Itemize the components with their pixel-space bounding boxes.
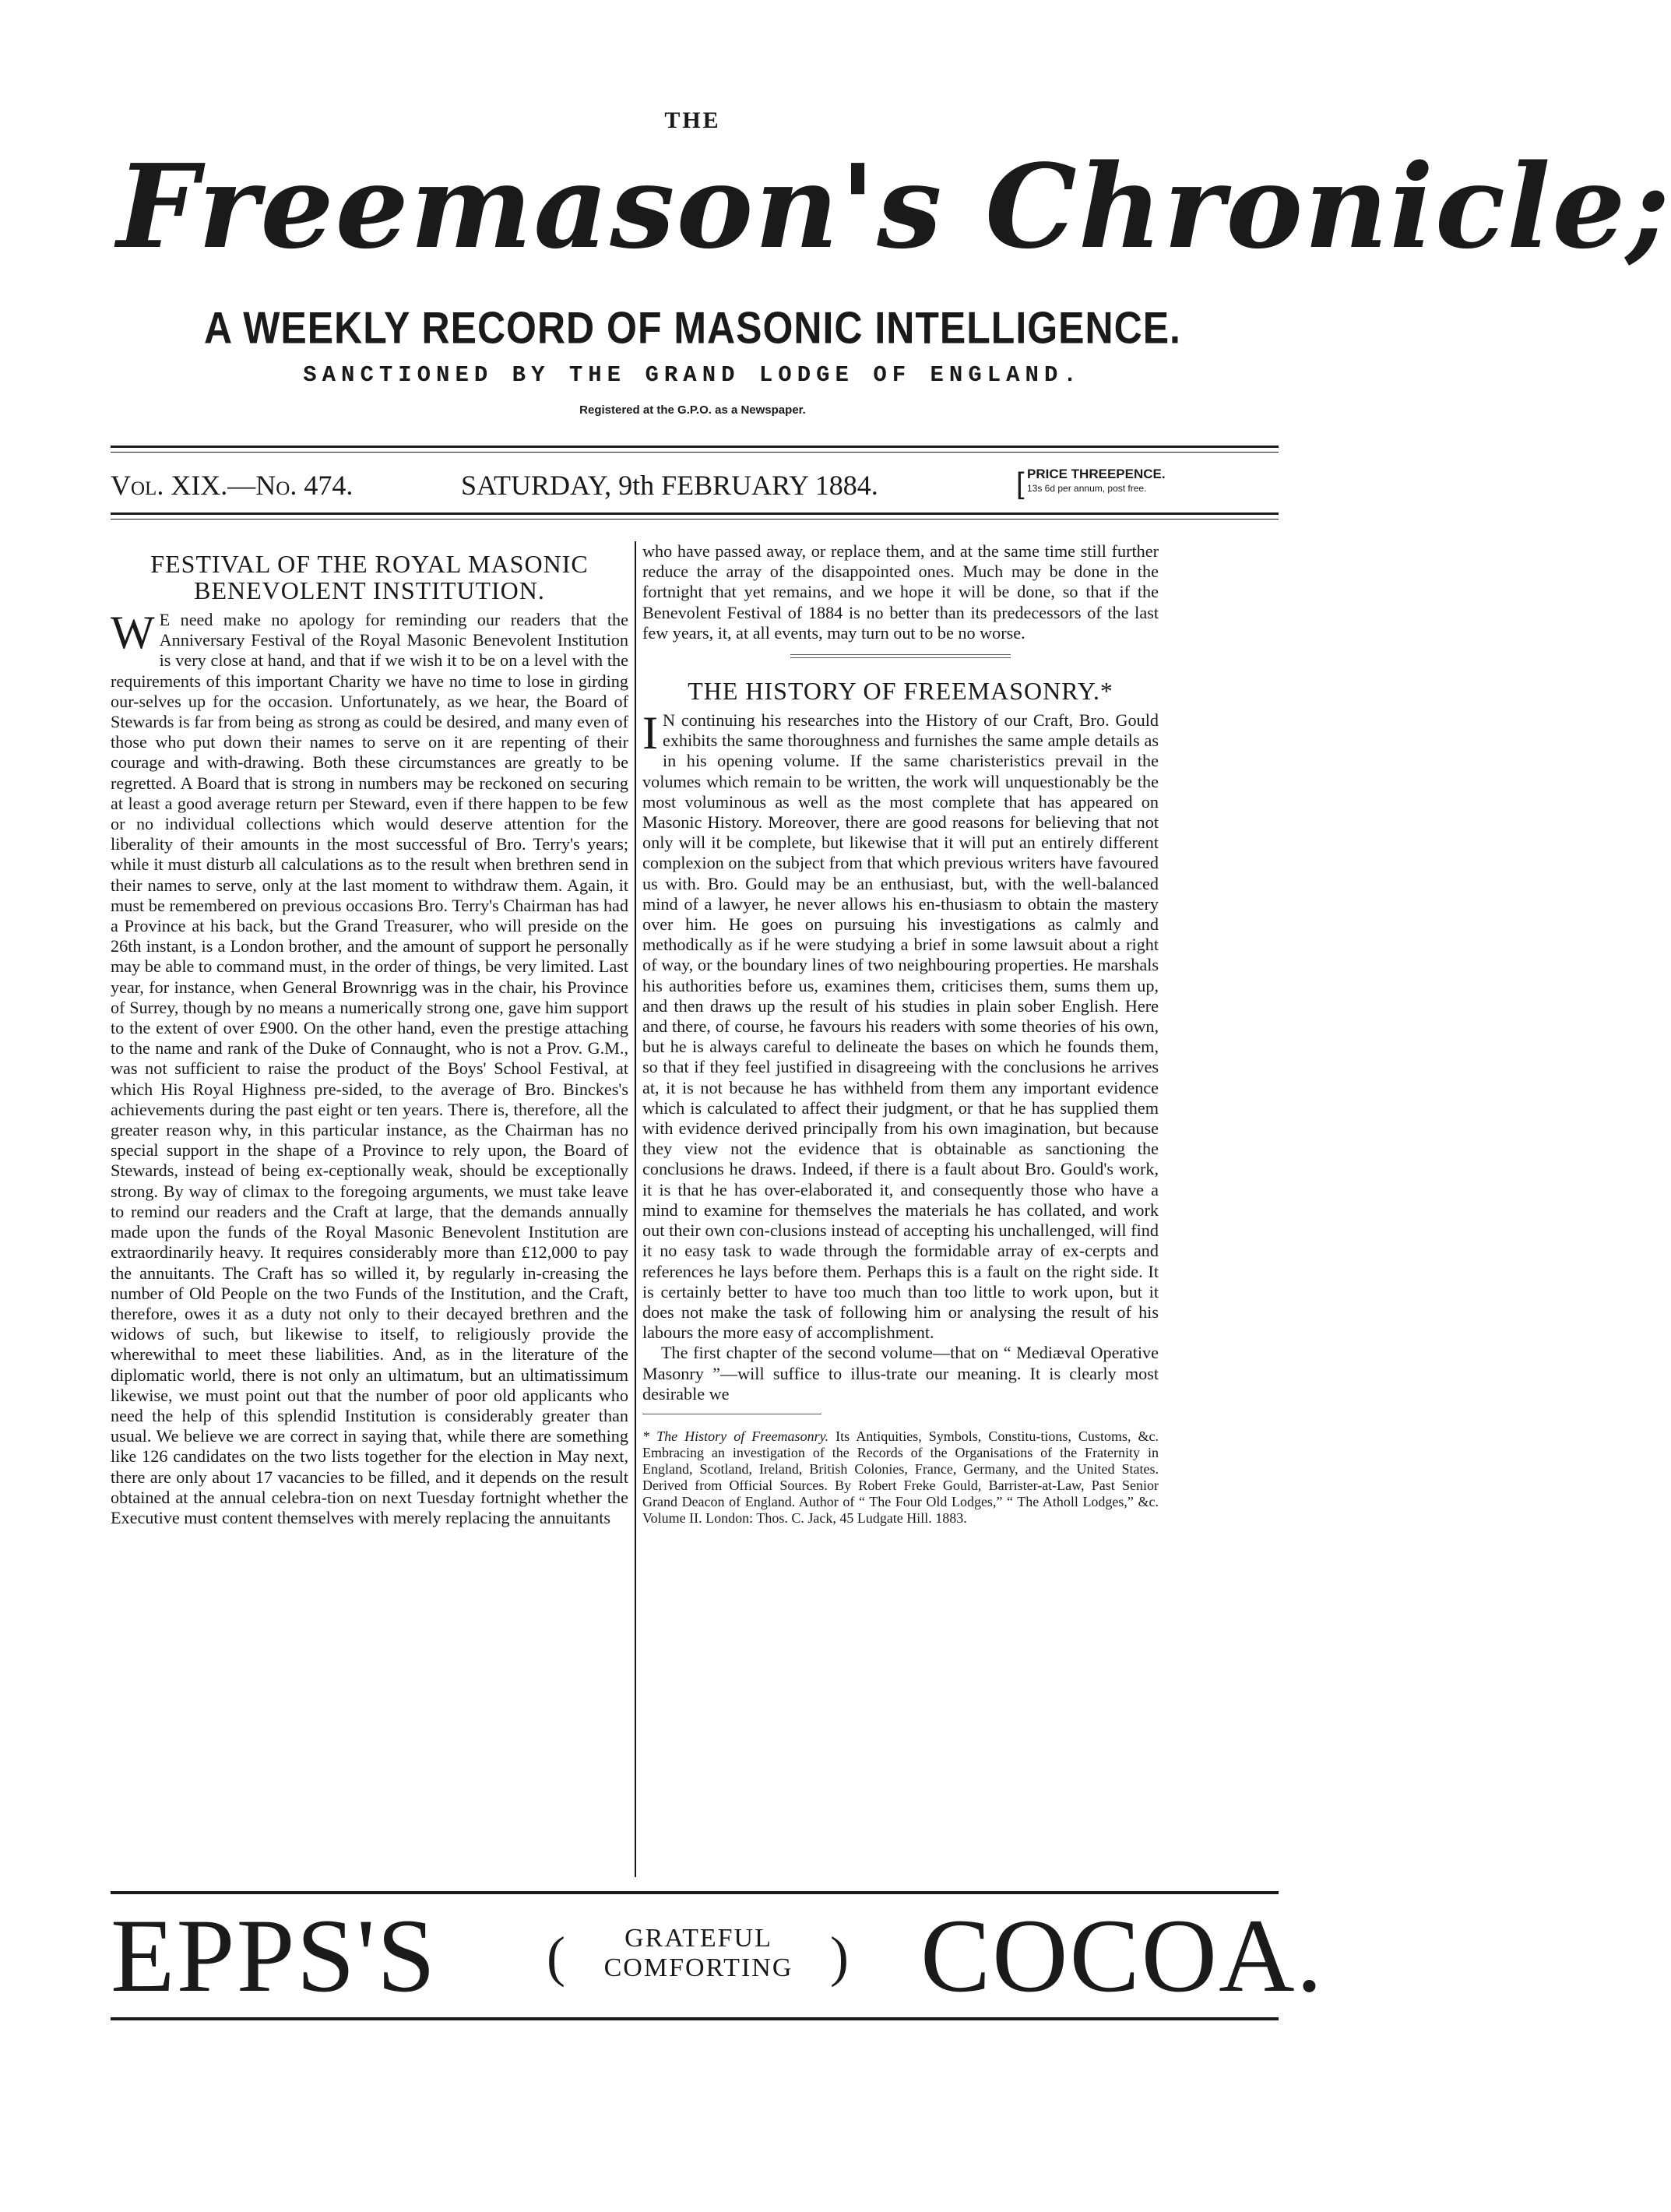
price-subscription: 13s 6d per annum, post free. [1027, 483, 1147, 494]
advert-slogan [547, 1924, 850, 1988]
masthead-registered: Registered at the G.P.O. as a Newspaper. [579, 403, 806, 417]
advert-paren-left-icon: ( [547, 1925, 567, 1988]
footnote-text: Its Antiquities, Symbols, Constitu-tions, Customs, &c. Embracing an investigation of the Records of the Organisations of the Fraternity in England, Scotland, Ireland, British Colonies, France, Germany, and the United States. Derived from Official Sources. By Robert Freke Gould, Barrister-at-Law, Past Senior Grand Deacon of England. Author of “ The Four Old Lodges,” “ The Atholl Lodges,” &c. Volume II. London: Thos. C. Jack, 45 Ludgate Hill. 1883. [642, 1428, 1159, 1526]
column-left [111, 541, 628, 1528]
column-right [642, 541, 1159, 1541]
history-heading: THE HISTORY OF FREEMASONRY.* [688, 677, 1113, 706]
festival-dropcap: W [111, 607, 155, 658]
price-box [1016, 467, 1166, 500]
advert-rule-bottom [111, 2017, 1279, 2020]
separator-line-2 [790, 657, 1011, 658]
festival-paragraph-1 [111, 607, 628, 1528]
history-paragraph-1-text: N continuing his researches into the History of our Craft, Bro. Gould exhibits the same thoroughness and furnishes the same ample details as in his opening volume. If the same charisteristics prevail in the volumes which remain to be written, the work will unquestionably be the most voluminous as well as the most complete that has appeared on Masonic History. Moreover, there are good reasons for believing that not only will it be complete, but likewise that it will put an entirely different complexion on the subject from that which previous writers have favoured us with. Bro. Gould may be an enthusiast, but, with the well-balanced mind of a lawyer, he never allows his en-thusiasm to obtain the mastery over him. He goes on pursuing his investigations as calmly and methodically as if he were studying a brief in some lawsuit about a right of way, or the boundary lines of two neighbouring properties. He marshals his authorities before us, examines them, criticises them, sums them up, and then draws up the result of his studies in plain sober English. Here and there, of course, he favours his readers with some theories of his own, but he is always careful to delineate the bases on which he founds them, so that if they feel justified in disagreeing with the conclusions he arrives at, it is not because he has withheld from them any important evidence which is calculated to affect their judgment, or that he has supplied them with evidence derived principally from his own imagination, but because they view not the evidence that is obtainable as sanctioning the conclusions he draws. Indeed, if there is a fault about Bro. Gould's work, it is that he has over-elaborated it, and consequently those who have a mind to examine for themselves the materials he has collated, and work out their own con-clusions instead of accepting his unchallenged, will find it no easy task to wade through the formidable array of ex-cerpts and references he lays before them. Perhaps this is a fault on the right side. It is certainly better to have too much than too little to work upon, but it does not make the task of following him or analysing the result of his labours the more easy of accomplishment. [642, 710, 1159, 1343]
issue-rule-bottom-thin [111, 519, 1279, 520]
price: PRICE THREEPENCE. [1027, 467, 1166, 481]
cocoa-advert [111, 1898, 1324, 2014]
festival-paragraph-1-text: E need make no apology for reminding our readers that the Anniversary Festival of the Royal Masonic Benevolent Institution is very close at hand, and that if we wish it to be on a level with the requirements of this important Charity we have no time to lose in girding our-selves up for the occasion. Unfortunately, as we hear, the Board of Stewards is far from being as strong as could be desired, and many even of those who put down their names to serve on it are repenting of their courage and with-drawing. Both these circumstances are greatly to be regretted. A Board that is strong in numbers may be reckoned on securing at least a good average return per Steward, even if there happen to be few or no individual collections which would deserve attention for the liberality of their amounts in the most successful of Bro. Terry's years; while it must disturb all calculations as to the result when brethren send in their names to serve, only at the last moment to withdraw them. Again, it must be remembered on previous occasions Bro. Terry's Chairman has had a Province at his back, but the Grand Treasurer, who will preside on the 26th instant, is a London brother, and the amount of support he personally may be able to command must, in the order of things, be very limited. Last year, for instance, when General Brownrigg was in the chair, his Province of Surrey, though by no means a numerically strong one, gave him support to the extent of over £900. On the other hand, even the prestige attaching to the name and rank of the Duke of Connaught, who is not a Prov. G.M., was not sufficient to raise the product of the Boys' School Festival, at which His Royal Highness pre-sided, to the average of Bro. Binckes's achievements during the past eight or ten years. There is, therefore, all the greater reason why, in this particular instance, as the Chairman has no special support in the shape of a Province to rely upon, the Board of Stewards, instead of being ex-ceptionally weak, should be exceptionally strong. By way of climax to the foregoing arguments, we must take leave to remind our readers and the Craft at large, that the demands annually made upon the funds of the Royal Masonic Benevolent Institution are extraordinarily heavy. It requires considerably more than £12,000 to pay the annuitants. The Craft has so willed it, by regularly in-creasing the number of Old People on the two Funds of the Institution, and the Craft, therefore, owes it as a duty not only to their decayed brethren and the widows of such, but likewise to itself, to religiously provide the wherewithal to meet these liabilities. And, as in the literature of the diplomatic world, there is not only an ultimatum, but an ultimatissimum likewise, we must point out that the number of poor old applicants who need the help of this splendid Institution is considerably greater than usual. We believe we are correct in saying that, while there are something like 126 candidates on the two lists together for the election in May next, there are only about 17 vacancies to be filled, and it depends on the result obtained at the annual celebra-tion on next Tuesday fortnight whether the Executive must content themselves with merely replacing the annuitants [111, 610, 628, 1527]
advert-paren-right-icon: ) [830, 1925, 850, 1988]
history-paragraph-1 [642, 707, 1159, 1343]
masthead-title: Freemason's Chronicle; [117, 139, 1671, 274]
advert-slogan-bottom: COMFORTING [603, 1953, 793, 1982]
masthead-the: THE [664, 107, 721, 133]
advert-slogan-top: GRATEFUL [624, 1924, 772, 1953]
festival-heading: FESTIVAL OF THE ROYAL MASONIC BENEVOLENT INSTITUTION. [150, 550, 589, 604]
price-bracket-icon: [ [1016, 467, 1025, 500]
advert-product: COCOA. [920, 1898, 1324, 2014]
masthead-rule-top [111, 446, 1279, 448]
column-divider [635, 541, 636, 1877]
issue-rule-bottom [111, 512, 1279, 515]
history-footnote [642, 1428, 1159, 1527]
section-separator [642, 643, 1159, 668]
issue-line [111, 469, 1279, 503]
masthead-subtitle: A WEEKLY RECORD OF MASONIC INTELLIGENCE. [204, 302, 1181, 354]
masthead-sanction: SANCTIONED BY THE GRAND LODGE OF ENGLAND. [303, 362, 1082, 388]
issue-date: SATURDAY, 9th FEBRUARY 1884. [461, 470, 878, 501]
history-dropcap: I [642, 707, 658, 759]
masthead-rule-top-thin [111, 452, 1279, 453]
separator-line-1 [790, 654, 1011, 655]
advert-brand: EPPS'S [111, 1898, 438, 2014]
advert-rule-top [111, 1891, 1279, 1894]
history-paragraph-2: The first chapter of the second volume—that on “ Mediæval Operative Masonry ”—will suffice to illus-trate our meaning. It is clearly most desirable we [642, 1343, 1159, 1404]
festival-paragraph-2: who have passed away, or replace them, and at the same time still further reduce the array of the disappointed ones. Much may be done in the fortnight that yet remains, and we hope it will be done, so that if the Benevolent Festival of 1884 is no better than its predecessors of the last few years, it, at all events, may turn out to be no worse. [642, 541, 1159, 643]
footnote-book-title: * The History of Freemasonry. [642, 1428, 829, 1444]
volume-number: Vol. XIX.—No. 474. [111, 470, 354, 501]
